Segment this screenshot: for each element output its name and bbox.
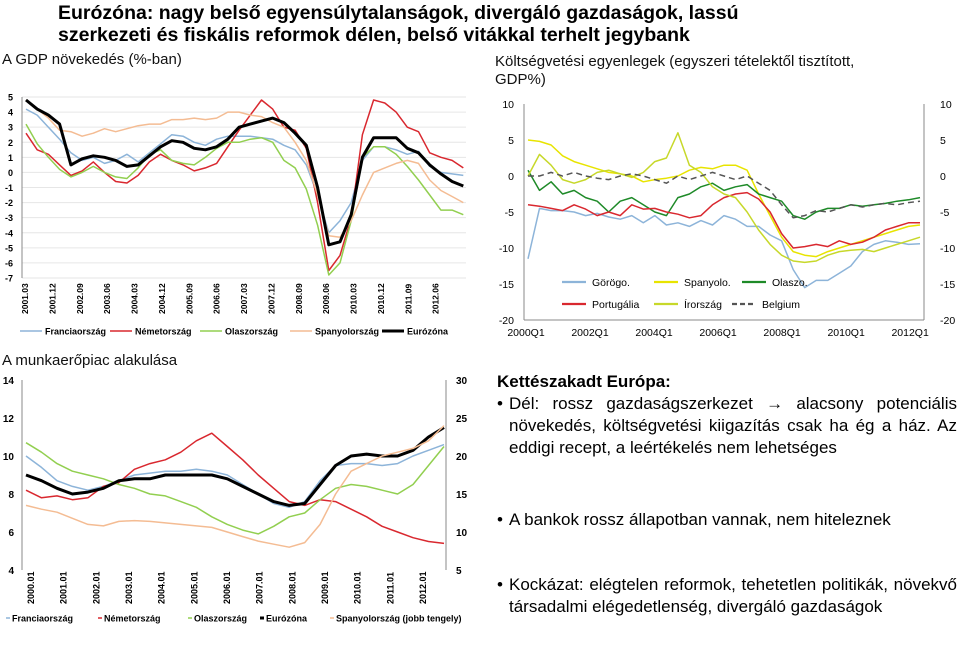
labour-y-right-tick-label: 25 bbox=[456, 414, 468, 425]
labour-legend-label: Franciaország bbox=[12, 613, 74, 624]
budget-y-right-tick-label: -5 bbox=[940, 207, 950, 219]
labour-market-chart bbox=[0, 372, 484, 647]
gdp-y-tick-label: 2 bbox=[7, 137, 13, 148]
title-line-1: Eurózóna: nagy belső egyensúlytalanságok, divergáló gazdaságok, lassú bbox=[58, 2, 739, 24]
budget-x-tick-label: 2004Q1 bbox=[635, 327, 673, 339]
gdp-x-tick-label: 2004.03 bbox=[129, 283, 140, 314]
budget-y-left-tick-label: 10 bbox=[502, 99, 514, 111]
gdp-x-tick-label: 2007.12 bbox=[266, 283, 277, 314]
labour-x-tick-label: 2001.01 bbox=[58, 571, 69, 604]
gdp-legend-label: Eurózóna bbox=[407, 326, 449, 337]
labour-y-right-tick-label: 30 bbox=[456, 376, 468, 387]
bullet-2-marker: • bbox=[497, 510, 503, 529]
labour-y-left-tick-label: 8 bbox=[8, 490, 14, 501]
gdp-chart-label: A GDP növekedés (%-ban) bbox=[2, 51, 182, 68]
gdp-y-tick-label: 1 bbox=[7, 152, 13, 163]
labour-x-tick-label: 2003.01 bbox=[124, 571, 135, 604]
budget-legend-label: Görögo. bbox=[592, 277, 630, 289]
budget-y-right-tick-label: -20 bbox=[940, 315, 956, 327]
labour-y-right-tick-label: 20 bbox=[456, 452, 468, 463]
gdp-x-tick-label: 2010.03 bbox=[348, 283, 359, 314]
budget-legend-label: Spanyolo. bbox=[684, 277, 731, 289]
title-line-2: szerkezeti és fiskális reformok délen, belső vitákkal terhelt jegybank bbox=[58, 24, 690, 46]
budget-legend-label: Belgium bbox=[762, 299, 800, 311]
gdp-legend-label: Németország bbox=[135, 326, 192, 337]
gdp-y-tick-label: -2 bbox=[4, 198, 13, 209]
labour-y-right-tick-label: 10 bbox=[456, 528, 468, 539]
budget-y-right-tick-label: 5 bbox=[940, 135, 946, 147]
bullet-3-text: Kockázat: elégtelen reformok, tehetetlen politikák, növekvő társadalmi elégedetlenség, divergáló gazdaságok bbox=[509, 575, 957, 616]
gdp-y-tick-label: -5 bbox=[4, 243, 13, 254]
labour-legend-label: Németország bbox=[104, 613, 161, 624]
labour-y-left-tick-label: 12 bbox=[2, 414, 14, 425]
labour-x-tick-label: 2006.01 bbox=[222, 571, 233, 604]
gdp-y-tick-label: 4 bbox=[7, 107, 13, 118]
labour-y-left-tick-label: 6 bbox=[8, 528, 14, 539]
labour-y-right-tick-label: 15 bbox=[456, 490, 468, 501]
gdp-legend-label: Spanyolország bbox=[315, 326, 380, 337]
text-panel-heading: Kettészakadt Európa: bbox=[497, 372, 671, 391]
gdp-x-tick-label: 2009.06 bbox=[321, 283, 332, 314]
budget-chart-label-line-1: Költségvetési egyenlegek (egyszeri tételektől tisztított, bbox=[495, 53, 855, 70]
budget-legend-label: Írország bbox=[684, 299, 722, 311]
budget-y-left-tick-label: -15 bbox=[498, 279, 514, 291]
bullet-3-marker: • bbox=[497, 575, 503, 594]
budget-x-tick-label: 2008Q1 bbox=[763, 327, 801, 339]
gdp-y-tick-label: 5 bbox=[7, 92, 13, 103]
budget-y-right-tick-label: 10 bbox=[940, 99, 952, 111]
labour-x-tick-label: 2008.01 bbox=[287, 571, 298, 604]
labour-y-left-tick-label: 14 bbox=[2, 376, 14, 387]
gdp-y-tick-label: 3 bbox=[7, 122, 13, 133]
budget-y-left-tick-label: -10 bbox=[498, 243, 514, 255]
bullet-2 bbox=[497, 509, 957, 531]
gdp-growth-chart bbox=[0, 90, 470, 345]
labour-x-tick-label: 2007.01 bbox=[254, 571, 265, 604]
labour-x-tick-label: 2002.01 bbox=[91, 571, 102, 604]
gdp-x-tick-label: 2010.12 bbox=[375, 283, 386, 314]
labour-x-tick-label: 2011.01 bbox=[385, 571, 396, 604]
budget-x-tick-label: 2010Q1 bbox=[827, 327, 865, 339]
gdp-x-tick-label: 2006.06 bbox=[211, 283, 222, 314]
page-title bbox=[58, 2, 938, 46]
labour-x-tick-label: 2000.01 bbox=[26, 571, 36, 604]
budget-x-tick-label: 2012Q1 bbox=[891, 327, 929, 339]
gdp-y-tick-label: -4 bbox=[4, 228, 13, 239]
budget-y-left-tick-label: 0 bbox=[508, 171, 514, 183]
budget-legend-label: Olaszo. bbox=[772, 277, 808, 289]
labour-x-tick-label: 2012.01 bbox=[418, 571, 429, 604]
labour-legend-label: Eurózóna bbox=[266, 613, 308, 624]
budget-y-right-tick-label: 0 bbox=[940, 171, 946, 183]
labour-legend-label: Spanyolország (jobb tengely) bbox=[336, 613, 462, 624]
labour-x-tick-label: 2009.01 bbox=[320, 571, 331, 604]
budget-chart-label-line-2: GDP%) bbox=[495, 71, 546, 88]
gdp-x-tick-label: 2008.09 bbox=[293, 283, 304, 314]
budget-y-right-tick-label: -15 bbox=[940, 279, 956, 291]
gdp-y-tick-label: -7 bbox=[4, 273, 13, 284]
bullet-3 bbox=[497, 574, 957, 618]
gdp-x-tick-label: 2012.06 bbox=[430, 283, 441, 314]
budget-x-tick-label: 2006Q1 bbox=[699, 327, 737, 339]
budget-x-tick-label: 2002Q1 bbox=[571, 327, 609, 339]
labour-y-left-tick-label: 10 bbox=[2, 452, 14, 463]
gdp-x-tick-label: 2003.06 bbox=[102, 283, 113, 314]
gdp-x-tick-label: 2005.09 bbox=[184, 283, 195, 314]
gdp-x-tick-label: 2001.12 bbox=[47, 283, 58, 314]
gdp-y-tick-label: -1 bbox=[4, 183, 13, 193]
labour-x-tick-label: 2005.01 bbox=[189, 571, 200, 604]
budget-y-left-tick-label: -20 bbox=[498, 315, 514, 327]
labour-legend-label: Olaszország bbox=[194, 613, 248, 624]
labour-x-tick-label: 2010.01 bbox=[352, 571, 363, 604]
gdp-x-tick-label: 2004.12 bbox=[156, 283, 167, 314]
budget-legend-label: Portugália bbox=[592, 299, 640, 311]
budget-y-left-tick-label: 5 bbox=[508, 135, 514, 147]
labour-chart-background bbox=[0, 372, 484, 647]
bullet-1 bbox=[497, 393, 957, 459]
gdp-x-tick-label: 2002.09 bbox=[74, 283, 85, 314]
labour-chart-label: A munkaerőpiac alakulása bbox=[2, 352, 178, 369]
budget-x-tick-label: 2000Q1 bbox=[507, 327, 545, 339]
gdp-legend-label: Olaszország bbox=[225, 326, 279, 337]
gdp-y-tick-label: -6 bbox=[4, 258, 13, 269]
gdp-y-tick-label: -3 bbox=[4, 213, 13, 224]
gdp-x-tick-label: 2011.09 bbox=[403, 283, 414, 314]
budget-balance-chart bbox=[484, 92, 960, 342]
labour-x-tick-label: 2004.01 bbox=[156, 571, 167, 604]
labour-y-left-tick-label: 4 bbox=[8, 566, 14, 577]
budget-y-left-tick-label: -5 bbox=[504, 207, 514, 219]
bullet-2-text: A bankok rossz állapotban vannak, nem hiteleznek bbox=[509, 510, 891, 529]
bullet-1-text: Dél: rossz gazdaságszerkezet → alacsony potenciális növekedés, költségvetési kiigazítás csak ha ég a ház. Az eddigi recept, a leértékelés nem lehetséges bbox=[509, 394, 957, 457]
gdp-y-tick-label: 0 bbox=[7, 167, 13, 178]
bullet-1-marker: • bbox=[497, 394, 503, 413]
labour-y-right-tick-label: 5 bbox=[456, 566, 462, 577]
gdp-legend-label: Franciaország bbox=[45, 326, 107, 337]
budget-y-right-tick-label: -10 bbox=[940, 243, 956, 255]
gdp-x-tick-label: 2007.03 bbox=[239, 283, 250, 314]
gdp-x-tick-label: 2001.03 bbox=[20, 283, 30, 314]
